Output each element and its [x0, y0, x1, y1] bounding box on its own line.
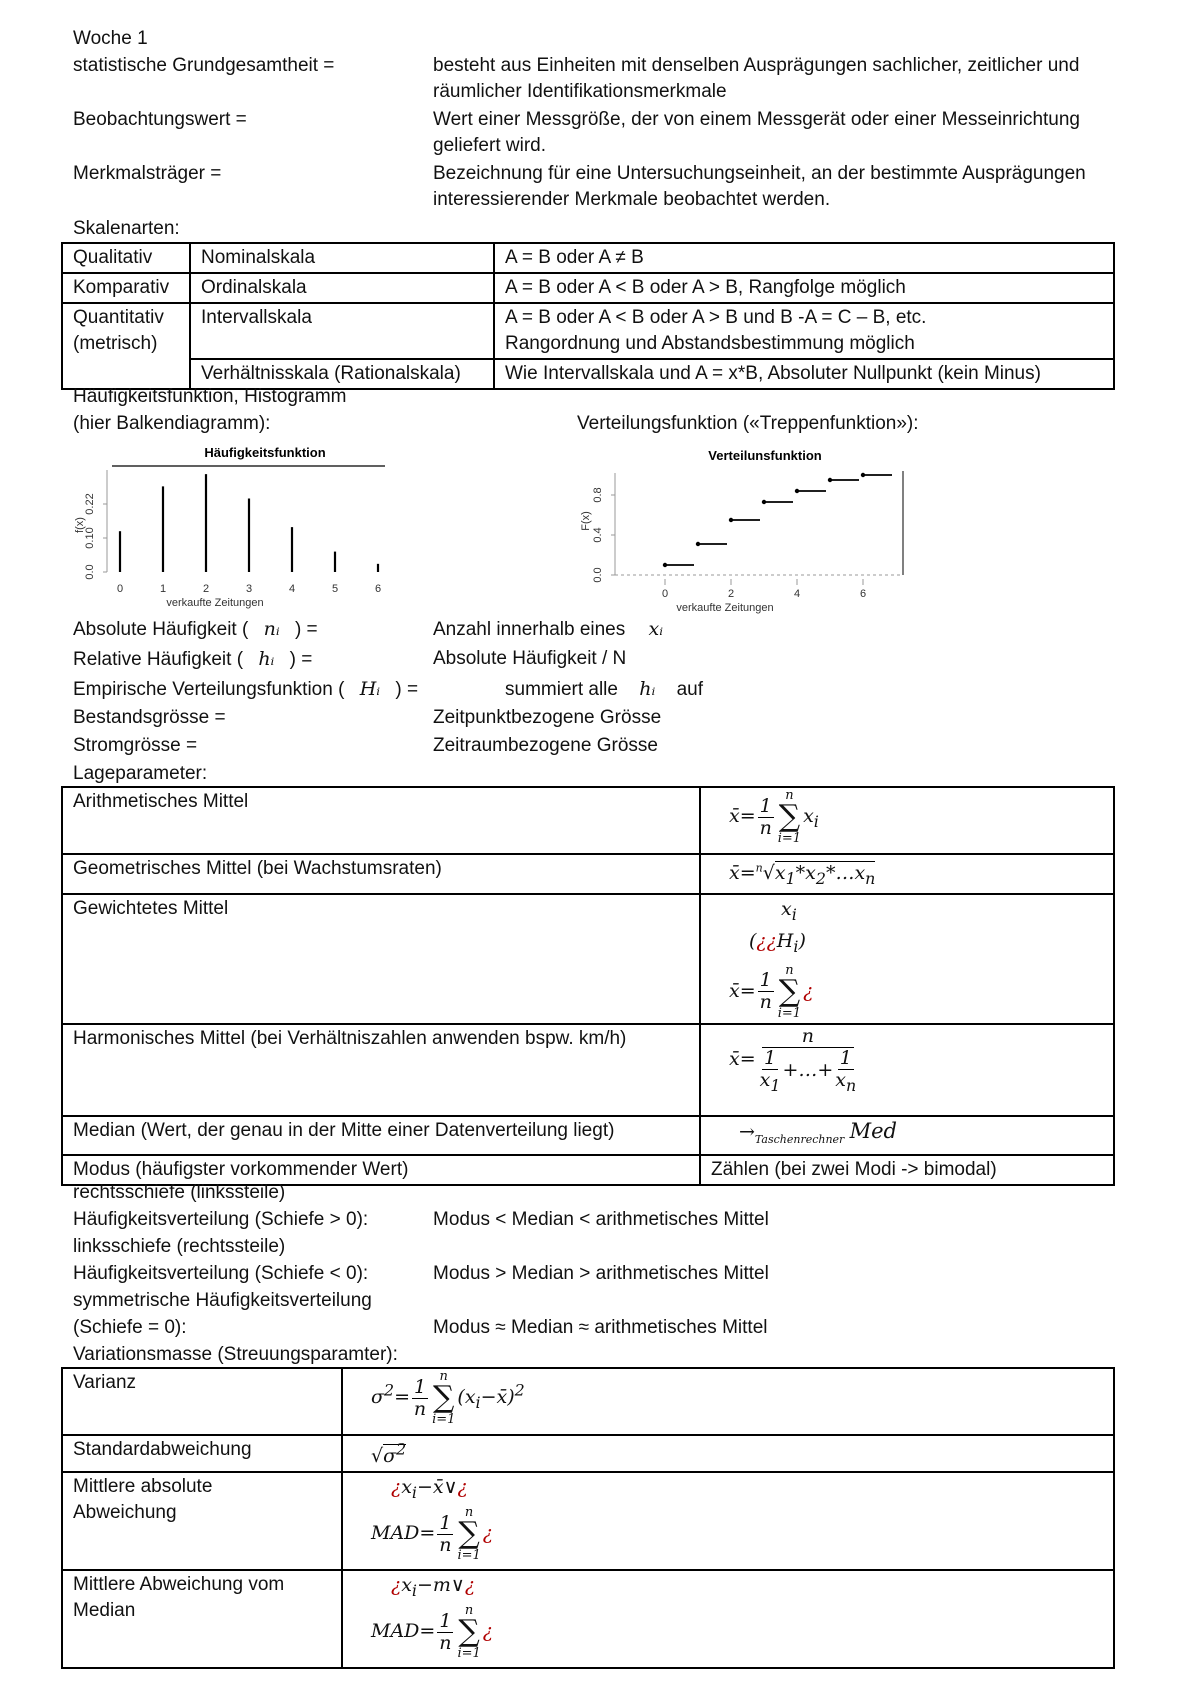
scale-rule-2: A = B oder A < B oder A > B, Rangfolge möglich [494, 273, 1114, 303]
rel-freq-label: Relative Häufigkeit ( [73, 649, 244, 670]
emp-freq-h: hᵢ [639, 678, 656, 700]
scale-cat-3b: (metrisch) [73, 333, 158, 354]
bestand-def: Zeitpunktbezogene Grösse [433, 707, 662, 728]
mad2-label-b: Median [73, 1600, 136, 1622]
step-chart-x-tick: 0 [661, 588, 669, 600]
geom-formula: $x̄=^n√x_1*x_2*\dots x_n$ [700, 854, 1114, 894]
step-chart-point [729, 518, 733, 522]
strom-def: Zeitraumbezogene Grösse [433, 735, 658, 756]
var-heading: Variationsmasse (Streuungsparamter): [73, 1344, 398, 1365]
harm-label: Harmonisches Mittel (bei Verhältniszahlen anwenden bspw. km/h) [62, 1024, 700, 1116]
scales-heading: Skalenarten: [73, 218, 180, 239]
rel-freq-symbol: hᵢ [258, 648, 275, 670]
varianz-label: Varianz [62, 1368, 342, 1435]
step-chart-point [795, 489, 799, 493]
modus-label: Modus (häufigster vorkommender Wert) [62, 1155, 700, 1185]
bar-chart-x-tick: 2 [202, 583, 210, 595]
mad2-label-a: Mittlere Abweichung vom [73, 1574, 285, 1596]
step-chart-x-tick: 4 [793, 588, 801, 600]
skew-3b: (Schiefe = 0): [73, 1317, 187, 1338]
harm-formula: x̄= n $\frac{1}{x_1}$ +…+ $\frac{1}{x_n}$ [700, 1024, 1114, 1116]
rel-freq-row [73, 648, 312, 671]
strom-label: Stromgrösse = [73, 735, 198, 756]
mad2-formula: ¿$x_i-m\vee¿$ MAD= $\frac{1}{n}$ n ∑ i=1 ¿ [342, 1570, 1114, 1668]
bar-chart-x-tick: 3 [245, 583, 253, 595]
step-chart-y-tick: 0.0 [592, 567, 604, 583]
rel-freq-close: ) = [289, 649, 313, 670]
def-text-3a: Bezeichnung für eine Untersuchungseinheit, an der bestimmte Ausprägungen [433, 163, 1086, 184]
scale-name-1: Nominalskala [190, 243, 494, 273]
abs-freq-x: xᵢ [648, 618, 664, 640]
gew-label: Gewichtetes Mittel [62, 894, 700, 1024]
skew-1b: Häufigkeitsverteilung (Schiefe > 0): [73, 1209, 369, 1230]
abs-freq-row [73, 618, 318, 641]
step-chart-y-tick: 0.4 [592, 527, 604, 543]
bar-chart-title: Häufigkeitsfunktion [204, 445, 326, 460]
skew-1c: Modus < Median < arithmetisches Mittel [433, 1209, 769, 1230]
bar-chart-y-tick: 0.0 [84, 564, 96, 580]
arith-formula: x̄= $\frac{1}{n}$ n ∑ i=1 $x_i$ [700, 787, 1114, 854]
abs-freq-label: Absolute Häufigkeit ( [73, 619, 249, 640]
skew-3c: Modus ≈ Median ≈ arithmetisches Mittel [433, 1317, 768, 1338]
step-chart-point [696, 542, 700, 546]
bar-chart-x-tick: 4 [288, 583, 296, 595]
median-label: Median (Wert, der genau in der Mitte einer Datenverteilung liegt) [62, 1116, 700, 1155]
charts-heading-left2: (hier Balkendiagramm): [73, 413, 271, 434]
mad1-label-a: Mittlere absolute [73, 1476, 213, 1498]
bar-chart-x-tick: 0 [116, 583, 124, 595]
step-chart-point [828, 478, 832, 482]
emp-freq-close: ) = [395, 679, 419, 700]
emp-freq-def-row [505, 678, 703, 701]
skew-1a: rechtsschiefe (linkssteile) [73, 1182, 286, 1203]
emp-freq-auf: auf [676, 679, 704, 700]
def-text-3b: interessierender Merkmale beobachtet werden. [433, 189, 831, 210]
mad2-label [62, 1570, 342, 1668]
step-chart-x-tick: 6 [859, 588, 867, 600]
step-chart-title: Verteilunsfunktion [708, 448, 822, 463]
step-chart-y-tick: 0.8 [592, 487, 604, 503]
step-chart [580, 443, 915, 618]
skew-2a: linksschiefe (rechtssteile) [73, 1236, 286, 1257]
std-label: Standardabweichung [62, 1435, 342, 1472]
skew-2c: Modus > Median > arithmetisches Mittel [433, 1263, 769, 1284]
def-text-2b: geliefert wird. [433, 135, 546, 156]
scale-cat-3 [62, 303, 190, 389]
geom-label: Geometrisches Mittel (bei Wachstumsraten) [62, 854, 700, 894]
emp-freq-def: summiert alle [505, 679, 618, 700]
bar-chart-xlabel: verkaufte Zeitungen [166, 597, 264, 609]
abs-freq-def: Anzahl innerhalb eines [433, 619, 626, 640]
rel-freq-def: Absolute Häufigkeit / N [433, 648, 627, 669]
scale-name-3: Intervallskala [190, 303, 494, 359]
def-text-2a: Wert einer Messgröße, der von einem Messgerät oder einer Messeinrichtung [433, 109, 1080, 130]
week-title: Woche 1 [73, 28, 148, 49]
def-term-1: statistische Grundgesamtheit = [73, 55, 335, 76]
bar-chart-y-tick: 0.10 [84, 527, 96, 549]
emp-freq-symbol: Hᵢ [359, 678, 381, 700]
scale-rule-1: A = B oder A ≠ B [494, 243, 1114, 273]
bar-chart-y-tick: 0.22 [84, 493, 96, 515]
def-term-3: Merkmalsträger = [73, 163, 222, 184]
step-chart-point [663, 563, 667, 567]
scale-cat-2: Komparativ [62, 273, 190, 303]
scale-rule-3a: A = B oder A < B oder A > B und B -A = C – B, etc. [505, 307, 927, 328]
skew-3a: symmetrische Häufigkeitsverteilung [73, 1290, 372, 1311]
abs-freq-symbol: nᵢ [263, 618, 280, 640]
def-text-1a: besteht aus Einheiten mit denselben Ausprägungen sachlicher, zeitlicher und [433, 55, 1080, 76]
scale-name-4: Verhältnisskala (Rationalskala) [190, 359, 494, 389]
modus-def: Zählen (bei zwei Modi -> bimodal) [700, 1155, 1114, 1185]
arith-label: Arithmetisches Mittel [62, 787, 700, 854]
scale-cat-1: Qualitativ [62, 243, 190, 273]
bar-chart-ylabel: f(x) [74, 517, 86, 533]
bar-chart-x-tick: 5 [331, 583, 339, 595]
charts-heading-right: Verteilungsfunktion («Treppenfunktion»): [577, 413, 919, 434]
step-chart-point [861, 473, 865, 477]
median-formula: $\to_{Taschenrechner}$ Med [700, 1116, 1114, 1155]
def-term-2: Beobachtungswert = [73, 109, 247, 130]
step-chart-ylabel: F(x) [580, 511, 592, 531]
varianz-formula: $\sigma^2=$ $\frac{1}{n}$ n ∑ i=1 $(x_i-x̄)^2$ [342, 1368, 1114, 1435]
mad1-label [62, 1472, 342, 1570]
var-table [61, 1367, 1115, 1669]
scale-rule-3b: Rangordnung und Abstandsbestimmung möglich [505, 333, 915, 354]
gew-formula: $x_i$ $(¿¿H_i)$ x̄= $\frac{1}{n}$ n ∑ i=1 ¿ [700, 894, 1114, 1024]
abs-freq-def-row [433, 618, 663, 641]
mad1-label-b: Abweichung [73, 1502, 177, 1524]
median-sub: Taschenrechner [754, 1132, 845, 1146]
step-chart-x-tick: 2 [727, 588, 735, 600]
lage-heading: Lageparameter: [73, 763, 208, 784]
abs-freq-close: ) = [294, 619, 318, 640]
charts-heading-left1: Häufigkeitsfunktion, Histogramm [73, 386, 347, 407]
lage-table [61, 786, 1115, 1186]
scale-name-2: Ordinalskala [190, 273, 494, 303]
step-chart-point [762, 500, 766, 504]
median-med: Med [849, 1119, 897, 1144]
scales-table [61, 242, 1115, 390]
bar-chart-x-tick: 1 [159, 583, 167, 595]
def-text-1b: räumlicher Identifikationsmerkmale [433, 81, 727, 102]
step-chart-xlabel: verkaufte Zeitungen [676, 602, 774, 614]
bar-chart-x-tick: 6 [374, 583, 382, 595]
emp-freq-row [73, 678, 418, 701]
skew-2b: Häufigkeitsverteilung (Schiefe < 0): [73, 1263, 369, 1284]
mad1-formula: ¿$x_i-x̄\vee¿$ MAD= $\frac{1}{n}$ n ∑ i=1 ¿ [342, 1472, 1114, 1570]
bestand-label: Bestandsgrösse = [73, 707, 226, 728]
bar-chart [75, 440, 405, 610]
scale-rule-4: Wie Intervallskala und A = x*B, Absoluter Nullpunkt (kein Minus) [494, 359, 1114, 389]
scale-cat-3a: Quantitativ [73, 307, 164, 328]
std-formula: $√\sigma^2$ [342, 1435, 1114, 1472]
emp-freq-label: Empirische Verteilungsfunktion ( [73, 679, 345, 700]
scale-rule-3 [494, 303, 1114, 359]
